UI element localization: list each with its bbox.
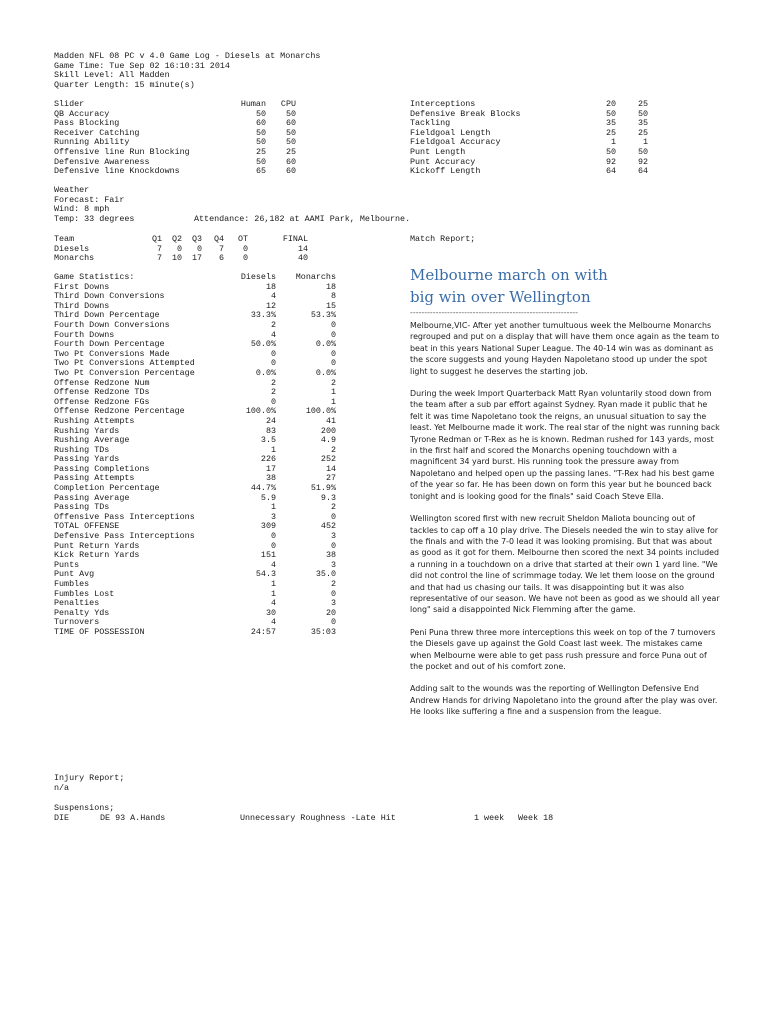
stat-label: Two Pt Conversion Percentage [54, 367, 195, 378]
stat-diesels: 151 [260, 550, 276, 561]
team-header: Team [54, 234, 75, 244]
stat-label: Rushing Attempts [54, 415, 135, 426]
stat-label: Penalties [54, 598, 100, 609]
stat-label: Punts [54, 559, 80, 570]
report-headline [410, 264, 608, 308]
slider-human: 35 [605, 118, 616, 129]
headline-line-2: big win over Wellington [410, 288, 591, 306]
suspension-team: DIE [54, 813, 70, 823]
stat-monarchs: 200 [320, 425, 336, 436]
stat-diesels: 4 [270, 617, 276, 628]
stat-monarchs: 41 [325, 415, 336, 426]
stat-label: TOTAL OFFENSE [54, 521, 120, 532]
stat-monarchs: 15 [325, 300, 336, 311]
stats-body [54, 283, 336, 638]
stat-diesels: 0 [270, 531, 276, 542]
final-score: 14 [297, 243, 308, 254]
slider-name: Punt Accuracy [410, 156, 476, 167]
stat-monarchs: 0.0% [315, 339, 336, 350]
cpu-header: CPU [280, 99, 296, 109]
stat-monarchs: 14 [325, 463, 336, 474]
stat-label: Offense Redzone Num [54, 377, 150, 388]
slider-name: Interceptions [410, 99, 476, 109]
score-table [54, 235, 308, 264]
stat-diesels: 1 [270, 588, 276, 599]
slider-row [54, 167, 296, 177]
slider-name: Offensive line Run Blocking [54, 146, 190, 157]
stat-monarchs: 2 [330, 502, 336, 513]
weather-wind: Wind: 8 mph [54, 204, 110, 215]
stat-label: Offense Redzone FGs [54, 396, 150, 407]
slider-cpu: 50 [637, 146, 648, 157]
slider-name: Pass Blocking [54, 118, 120, 129]
stat-label: Two Pt Conversions Made [54, 348, 170, 359]
stat-diesels: 1 [270, 502, 276, 513]
slider-human: 20 [605, 99, 616, 109]
stat-diesels: 100.0% [245, 406, 276, 417]
report-paragraph: Melbourne,VIC- After yet another tumultuous week the Melbourne Monarchs regrouped and put on a display that will have them once again as the team to beat in this years National Super League. The 40-14 win was as dominant as the score suggests and young Hayden Napoletano stood up under the spot light to suggest he deserves the starting job. [410, 321, 720, 376]
stat-diesels: 5.9 [260, 492, 276, 503]
sliders-table-left [54, 100, 296, 177]
stat-diesels: 3 [270, 511, 276, 522]
stat-label: Completion Percentage [54, 483, 160, 494]
stat-label: Passing Average [54, 492, 130, 503]
stat-monarchs: 0 [330, 511, 336, 522]
stat-label: Offensive Pass Interceptions [54, 511, 195, 522]
stat-diesels: 83 [265, 425, 276, 436]
stat-monarchs: 1 [330, 396, 336, 407]
q4-header: Q4 [213, 234, 224, 244]
stat-label: TIME OF POSSESSION [54, 626, 145, 637]
stat-monarchs: 9.3 [320, 492, 336, 503]
weather-heading: Weather [54, 185, 90, 195]
stat-label: Defensive Pass Interceptions [54, 531, 195, 542]
stat-label: Fourth Downs [54, 329, 115, 340]
stat-monarchs: 53.3% [310, 310, 336, 321]
slider-cpu: 50 [285, 108, 296, 119]
q3-score: 17 [191, 253, 202, 264]
slider-cpu: 60 [285, 156, 296, 167]
suspension-length: 1 week [474, 813, 505, 823]
stat-monarchs: 0 [330, 588, 336, 599]
stats-header-label: Game Statistics: [54, 272, 135, 282]
slider-cpu: 50 [285, 127, 296, 138]
stat-monarchs: 51.9% [310, 483, 336, 494]
stat-monarchs: 35:03 [310, 626, 336, 637]
stat-label: Rushing Average [54, 435, 130, 446]
quarter-length: Quarter Length: 15 minute(s) [54, 79, 195, 90]
slider-cpu: 25 [637, 99, 648, 109]
slider-human: 64 [605, 166, 616, 177]
suspension-week: Week 18 [518, 813, 554, 823]
stat-monarchs: 0 [330, 319, 336, 330]
stat-label: Third Down Conversions [54, 291, 165, 302]
stat-label: Offense Redzone Percentage [54, 406, 185, 417]
human-header: Human [240, 99, 266, 109]
stat-monarchs: 0 [330, 358, 336, 369]
stat-label: Punt Return Yards [54, 540, 140, 551]
slider-name: Defensive Break Blocks [410, 108, 521, 119]
stat-monarchs: 2 [330, 444, 336, 455]
game-time: Game Time: Tue Sep 02 16:10:31 2014 [54, 60, 230, 71]
stat-diesels: 3.5 [260, 435, 276, 446]
slider-human: 50 [255, 127, 266, 138]
stat-monarchs: 20 [325, 607, 336, 618]
slider-cpu: 92 [637, 156, 648, 167]
slider-name: Receiver Catching [54, 127, 140, 138]
stat-diesels: 309 [260, 521, 276, 532]
q2-score: 10 [171, 253, 182, 264]
injury-report [54, 774, 124, 793]
slider-name: Tackling [410, 118, 451, 129]
slider-cpu: 25 [285, 146, 296, 157]
log-title: Madden NFL 08 PC v 4.0 Game Log - Diesels at Monarchs [54, 51, 321, 61]
stat-diesels: 38 [265, 473, 276, 484]
slider-cpu: 50 [637, 108, 648, 119]
stat-diesels: 50.0% [250, 339, 276, 350]
final-header: FINAL [282, 234, 308, 244]
slider-cpu: 25 [637, 127, 648, 138]
stat-monarchs: 35.0 [315, 569, 336, 580]
stat-monarchs: 100.0% [305, 406, 336, 417]
slider-human: 92 [605, 156, 616, 167]
stat-label: Turnovers [54, 617, 100, 628]
report-paragraph: Wellington scored first with new recruit Sheldon Maliota bouncing out of tackles to cap off a 10 play drive. The Diesels needed the win to stay alive for the finals and with the 7-0 lead it was looking promising. But that was about as good as it got for them. Melbourne then scored the next 34 points included a running in a touchdown on a drive that started at their own 1 yard line. "We did not control the line of scrimmage today. We let them loose on the ground and that had us chasing our tails. It was disappointing but it was also representative of our season. We have not been as good as we should all year long" said a disappointed Nick Flemming after the game. [410, 514, 720, 615]
stat-diesels: 0 [270, 358, 276, 369]
stat-label: Passing TDs [54, 502, 110, 513]
q4-score: 6 [218, 253, 224, 264]
stat-diesels: 2 [270, 377, 276, 388]
slider-name: Fieldgoal Length [410, 127, 491, 138]
q3-score: 0 [196, 243, 202, 254]
game-stats-table [54, 273, 336, 638]
stat-diesels: 24 [265, 415, 276, 426]
stat-monarchs: 3 [330, 559, 336, 570]
stat-label: Rushing Yards [54, 425, 120, 436]
stat-label: Third Down Percentage [54, 310, 160, 321]
slider-human: 50 [255, 156, 266, 167]
stat-diesels: 2 [270, 319, 276, 330]
stat-monarchs: 3 [330, 531, 336, 542]
stat-monarchs: 18 [325, 281, 336, 292]
stats-row [54, 628, 336, 638]
stats-row [54, 570, 336, 580]
stat-monarchs: 8 [330, 291, 336, 302]
suspension-row [54, 814, 574, 824]
stats-row [54, 551, 336, 561]
stat-diesels: 226 [260, 454, 276, 465]
stats-header-monarchs: Monarchs [295, 272, 336, 282]
slider-cpu: 60 [285, 166, 296, 177]
sliders-table-right [410, 100, 648, 177]
slider-row [410, 167, 648, 177]
stat-monarchs: 38 [325, 550, 336, 561]
stat-monarchs: 1 [330, 387, 336, 398]
slider-human: 50 [605, 146, 616, 157]
slider-cpu: 64 [637, 166, 648, 177]
stat-label: Third Downs [54, 300, 110, 311]
headline-line-1: Melbourne march on with [410, 266, 608, 284]
attendance: Attendance: 26,182 at AAMI Park, Melbourne. [194, 213, 411, 224]
q1-header: Q1 [151, 234, 162, 244]
log-header [54, 52, 320, 90]
stat-label: Punt Avg [54, 569, 95, 580]
q1-score: 7 [156, 243, 162, 254]
suspension-reason: Unnecessary Roughness -Late Hit [240, 813, 396, 823]
ot-header: OT [237, 234, 248, 244]
stat-label: Fourth Down Conversions [54, 319, 170, 330]
slider-human: 25 [255, 146, 266, 157]
stat-monarchs: 0 [330, 348, 336, 359]
stat-label: Fumbles Lost [54, 588, 115, 599]
slider-name: Defensive line Knockdowns [54, 166, 180, 177]
stats-row [54, 561, 336, 571]
weather-forecast: Forecast: Fair [54, 194, 125, 205]
stat-monarchs: 252 [320, 454, 336, 465]
slider-cpu: 35 [637, 118, 648, 129]
stat-diesels: 2 [270, 387, 276, 398]
slider-human: 60 [255, 118, 266, 129]
stat-diesels: 44.7% [250, 483, 276, 494]
stat-diesels: 12 [265, 300, 276, 311]
team-name: Monarchs [54, 253, 95, 264]
report-paragraph: Peni Puna threw three more interceptions this week on top of the 7 turnovers the Diesels gave up against the Gold Coast last week. The mistakes came when Melbourne were able to get pass rush pressure and force Puna out of the pocket and out of his comfort zone. [410, 627, 716, 671]
slider-name: Fieldgoal Accuracy [410, 137, 501, 148]
stat-label: Passing Completions [54, 463, 150, 474]
stat-monarchs: 0 [330, 617, 336, 628]
stat-monarchs: 452 [320, 521, 336, 532]
ot-score: 0 [242, 253, 248, 264]
slider-cpu: 50 [285, 137, 296, 148]
weather-block [54, 186, 134, 224]
stat-label: Kick Return Yards [54, 550, 140, 561]
suspensions-heading: Suspensions; [54, 803, 115, 813]
stat-monarchs: 0 [330, 329, 336, 340]
stat-diesels: 0.0% [255, 367, 276, 378]
slider-name: Running Ability [54, 137, 130, 148]
slider-cpu: 60 [285, 118, 296, 129]
report-paragraph: Adding salt to the wounds was the reporting of Wellington Defensive End Andrew Hands for driving Napoletano into the ground after the play was over. He looks like suffering a fine and a suspension from the league. [410, 684, 718, 717]
slider-name: QB Accuracy [54, 108, 110, 119]
stat-label: Passing Yards [54, 454, 120, 465]
stat-diesels: 4 [270, 559, 276, 570]
slider-human: 1 [610, 137, 616, 148]
q3-header: Q3 [191, 234, 202, 244]
team-name: Diesels [54, 243, 90, 254]
q1-score: 7 [156, 253, 162, 264]
slider-human: 50 [255, 137, 266, 148]
stat-label: Fourth Down Percentage [54, 339, 165, 350]
ot-score: 0 [242, 243, 248, 254]
slider-human: 50 [255, 108, 266, 119]
score-row-monarchs [54, 254, 308, 264]
stat-diesels: 30 [265, 607, 276, 618]
q2-header: Q2 [171, 234, 182, 244]
injury-heading: Injury Report; [54, 773, 125, 783]
skill-level: Skill Level: All Madden [54, 70, 170, 81]
final-score: 40 [297, 253, 308, 264]
stat-monarchs: 0 [330, 540, 336, 551]
stat-diesels: 4 [270, 598, 276, 609]
q4-score: 7 [218, 243, 224, 254]
stat-label: First Downs [54, 281, 110, 292]
stat-label: Penalty Yds [54, 607, 110, 618]
stat-diesels: 0 [270, 540, 276, 551]
stat-diesels: 1 [270, 579, 276, 589]
stat-diesels: 0 [270, 396, 276, 407]
stat-label: Passing Attempts [54, 473, 135, 484]
slider-human: 50 [605, 108, 616, 119]
injury-value: n/a [54, 782, 70, 793]
slider-human: 65 [255, 166, 266, 177]
match-report-label: Match Report; [410, 234, 476, 244]
slider-name: Defensive Awareness [54, 156, 150, 167]
stat-diesels: 1 [270, 444, 276, 455]
slider-header: Slider [54, 99, 85, 109]
stat-monarchs: 2 [330, 377, 336, 388]
stat-monarchs: 0.0% [315, 367, 336, 378]
slider-human: 25 [605, 127, 616, 138]
slider-name: Kickoff Length [410, 166, 481, 177]
report-body [410, 320, 720, 729]
stat-monarchs: 4.9 [320, 435, 336, 446]
stat-diesels: 4 [270, 329, 276, 340]
weather-temp: Temp: 33 degrees [54, 213, 135, 224]
stat-monarchs: 27 [325, 473, 336, 484]
stat-label: Two Pt Conversions Attempted [54, 358, 195, 369]
slider-name: Punt Length [410, 146, 466, 157]
suspension-player: DE 93 A.Hands [100, 813, 166, 823]
stat-label: Rushing TDs [54, 444, 110, 455]
report-divider: ----------------------------------------------------------- [410, 309, 578, 317]
stat-diesels: 4 [270, 291, 276, 302]
stat-diesels: 24:57 [250, 626, 276, 637]
stat-diesels: 33.3% [250, 310, 276, 321]
stat-diesels: 17 [265, 463, 276, 474]
report-paragraph: During the week Import Quarterback Matt Ryan voluntarily stood down from the team after a sub par effort against Sydney. Ryan made it public that he felt it was time Napoletano took the reigns, an unusual situation to say the least. Yet Melbourne made it work. The real star of the night was running back Tyrone Redman or T-Rex as he is known. Redman rushed for 143 yards, most in the first half and scored the Monarchs opening touchdown with a magnificent 34 yard burst. His running took the pressure away from Napoletano and helped open up the passing lanes. "T-Rex had his best game of the year so far. He has been down on form this year but he bounced back tonight and is looking good for the finals" said Coach Steve Ella. [410, 389, 720, 501]
stat-label: Fumbles [54, 579, 90, 589]
stat-diesels: 18 [265, 281, 276, 292]
stat-diesels: 54.3 [255, 569, 276, 580]
stats-header-diesels: Diesels [240, 272, 276, 282]
stat-monarchs: 3 [330, 598, 336, 609]
slider-cpu: 1 [642, 137, 648, 148]
stat-monarchs: 2 [330, 579, 336, 589]
stat-diesels: 0 [270, 348, 276, 359]
q2-score: 0 [176, 243, 182, 254]
stat-label: Offense Redzone TDs [54, 387, 150, 398]
